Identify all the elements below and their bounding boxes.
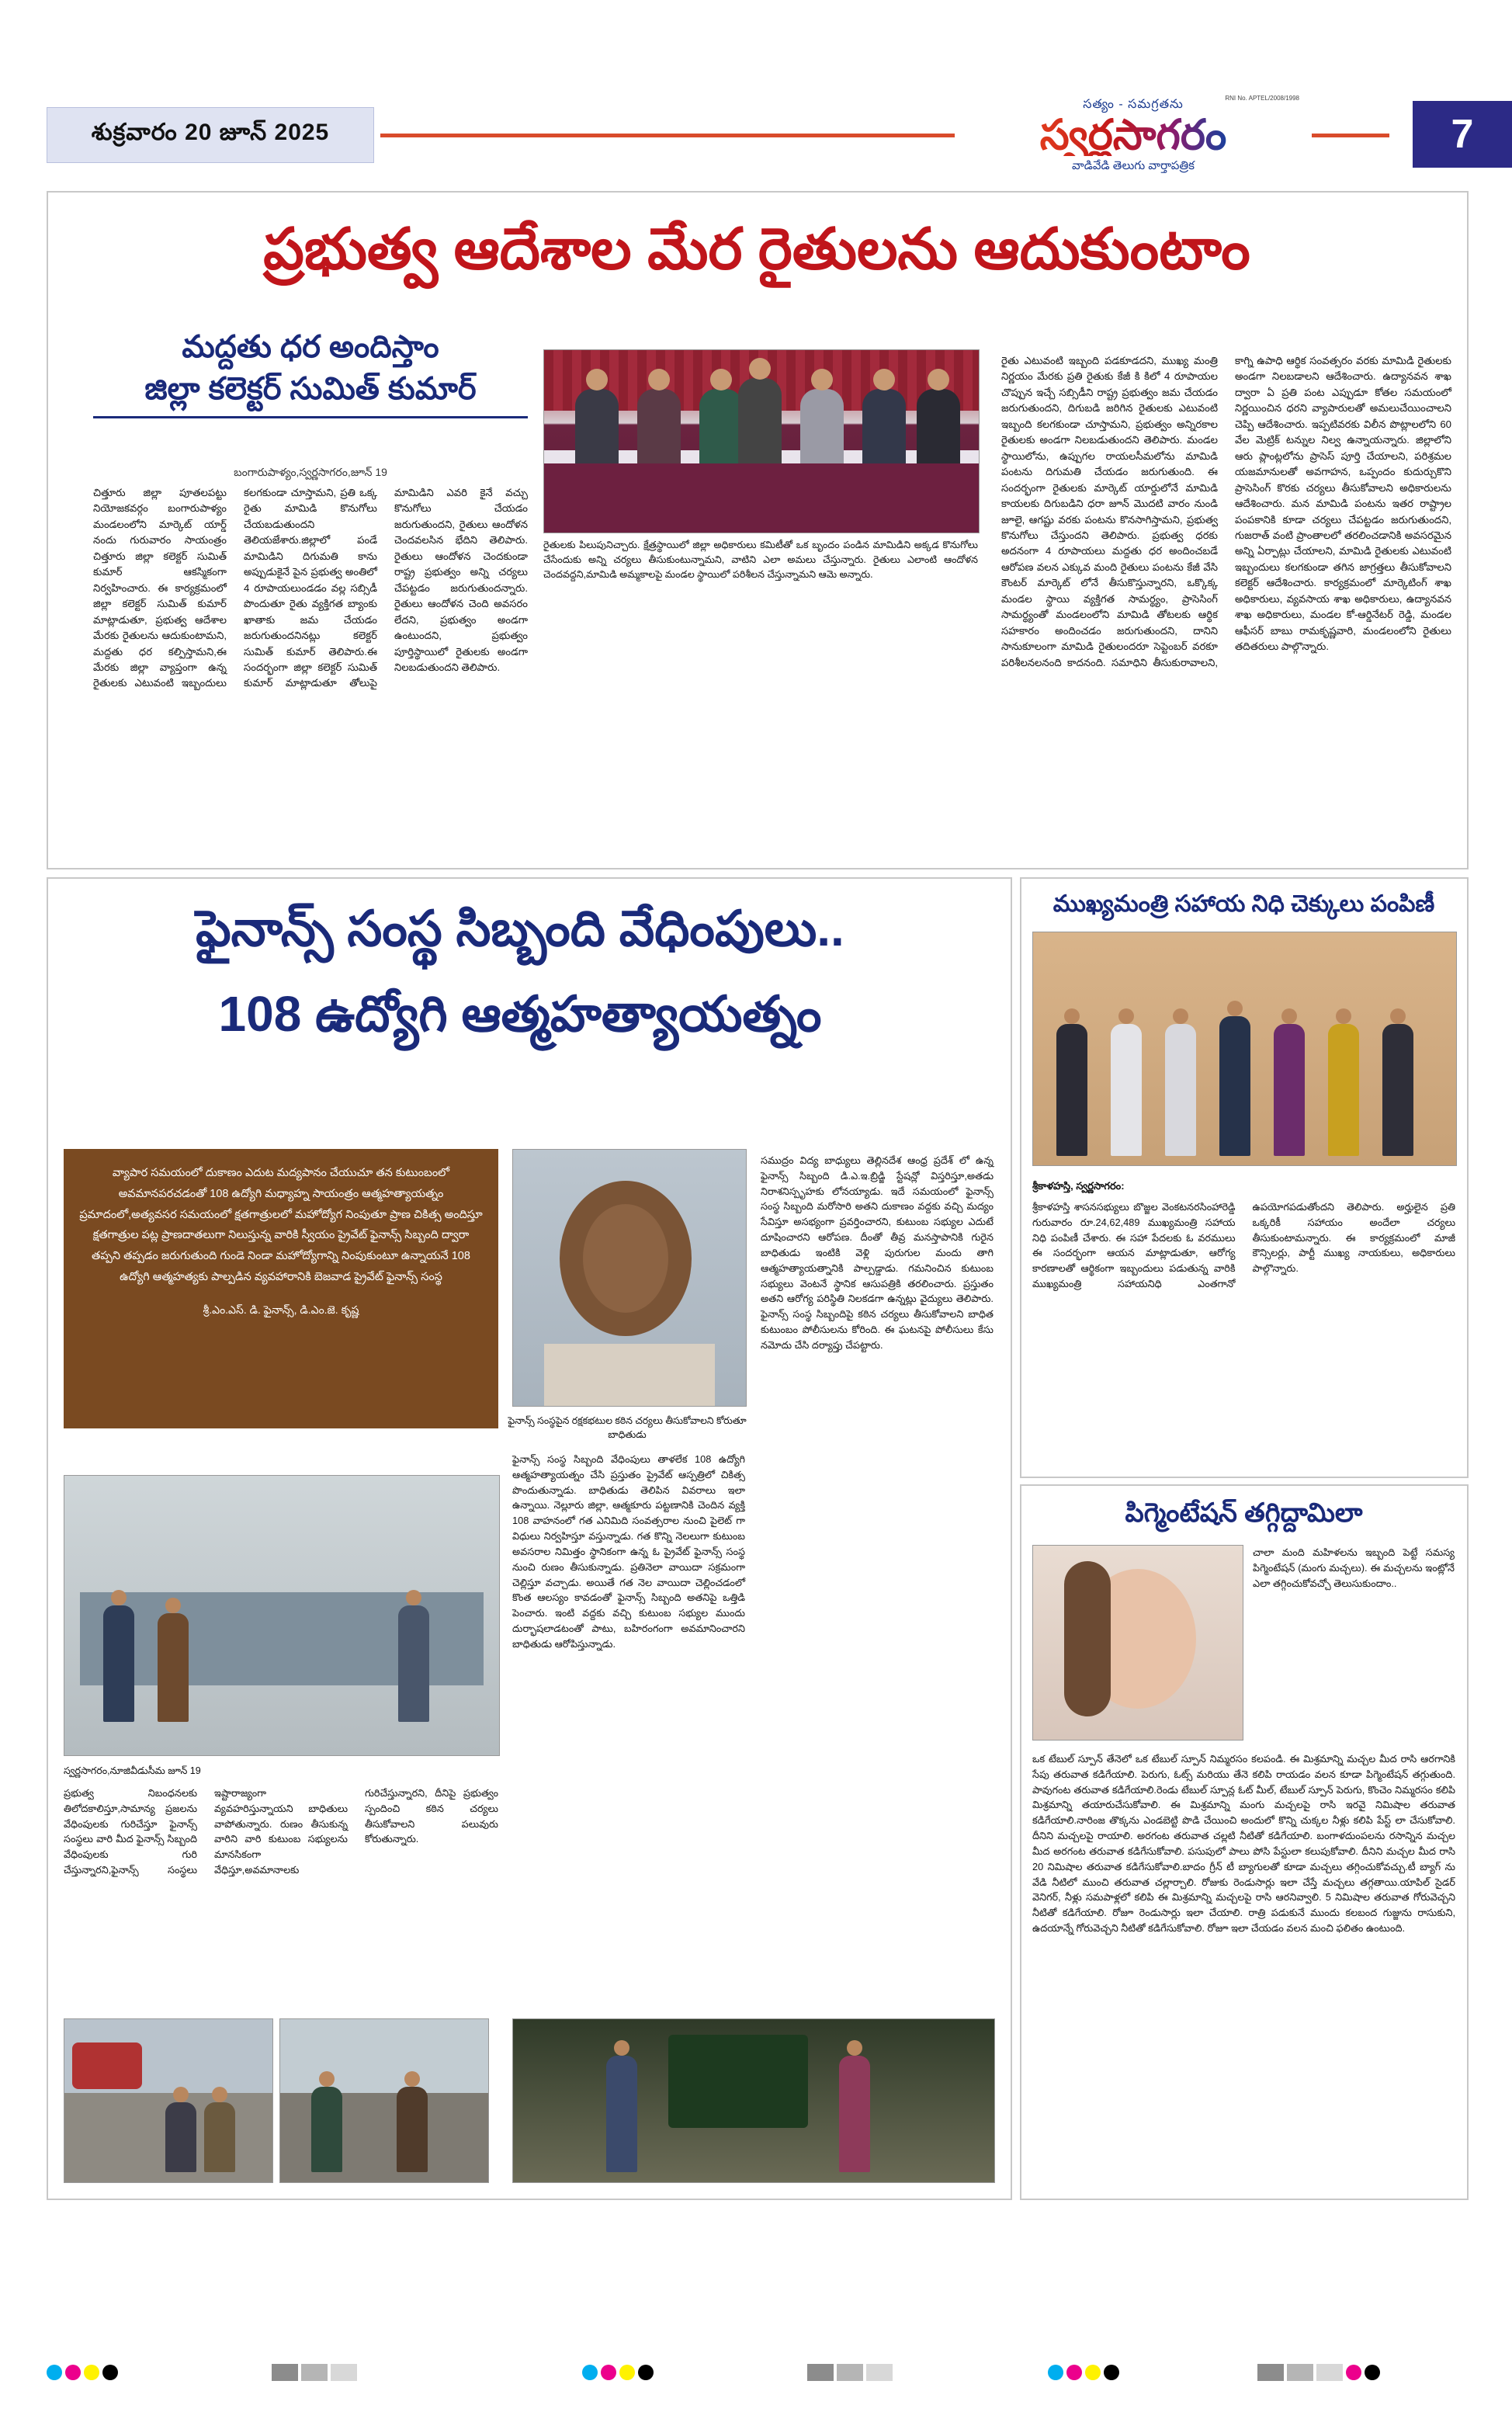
street-photo-1 (64, 2018, 273, 2183)
lead-body-right: రైతు ఎటువంటి ఇబ్బంది పడకూడదని, ముఖ్య మంత్రి నిర్ణయం మేరకు ప్రతి రైతుకు కేజీ కి కిలో 4 రూపాయల చొప్పున ఇచ్చే సబ్సిడీని రాష్ట్ర ప్రభుత్వం జమ చేయడం జరుగుతుందని, దిగుబడి జరిగిన రైతులకు ఎటువంటి ఇబ్బంది కలగకుండా చూస్తామని, ప్రభుత్వం అన్నిరకాల రైతులకు అండగా నిలబడుతుందని తెలిపారు. మండల స్థాయిలోను, ఉప్పుగల రాయలసీమలోను మామిడి పంటను దిగుమతి చేయడం జరుగుతుంది. ఈ సందర్భంగా రైతులకు మార్కెట్ యార్డులోనే మామిడి కాయలకు దిగుబడిని ధరా జూన్ మొదటి వారం నుండి జూలై, ఆగష్టు వరకు పంటను కొనసాగిస్తామని, ప్రభుత్వ కొనుగోలు చేస్తుందని తెలిపారు. ప్రభుత్వ ధరకు అదనంగా 4 రూపాయలు మద్దతు ధర అందించబడే ఆరోపణ వలన ఎక్కువ మంది రైతులు పంటను కేజీ వేసి కౌంటర్ మార్కెట్ లోనే తీసుకొస్తున్నారని, ఒక్కొక్క మండల స్థాయి వ్యక్తిగత సామర్థ్యం, ప్రాసెసింగ్ సామర్థ్యంతో మండలంలోని మామిడి తోటలకు ఆర్థిక సహకారం అందించడం జరుగుతుందని, దానిని సానుకూలంగా మామిడి రైతులందరూ సెప్టెంబర్ వరకూ పరిశీలనలనంది కాదనంది. సమాధిని తీసుకురావాలని, కాగ్ని ఉపాధి ఆర్థిక సంవత్సరం వరకు మామిడి రైతులకు అండగా నిలబడాలని ఆదేశించారు. ఉద్యానవన శాఖ ద్వారా ఏ ప్రతి పంట ఎప్పుడూ కోతల సమయంలో నిర్ణయించిన ధరని వ్యాపారులతో అమలుచేయించాలని చెప్పి ఆదేశించారు. ఇప్పటివరకు విలీన పొట్లాలలోని 60 వేల మెట్రిక్ టన్నుల నిల్వ ఉన్నాయన్నారు. జిల్లాలోని ఆరు ప్లాంట్లలోను ప్రాసెస్ పూర్తి చేయాలని, పరిశ్రమల యజమానులతో అవగాహన, ఒప్పందం కుదుర్చుకొని ప్రాసెసింగ్ కొరకు చర్యలు తీసుకోవాలని అధికారులను ఆదేశించారు. మన మామిడి పంటను ఇతర రాష్ట్రాల పంపకానికి కూడా చర్యలు చేపట్టడం జరుగుతుందని, గుజరాత్ వంటి ప్రాంతాలలో తరలించడానికి అవసరమైన అన్ని ఏర్పాట్లు చేయాలని, మామిడి రైతులకు ఎటువంటి ఇబ్బందులు కలగకుండా తగిన జాగ్రత్తలు తీసుకోవాలని కలెక్టర్ ఆదేశించారు. కార్యక్రమంలో మార్కెటింగ్ శాఖ అధికారులు, వ్యవసాయ శాఖ అధికారులు, ఉద్యానవన శాఖ అధికారులు, మండల కో-ఆర్డినేటర్ రెడ్డి, మండల ఆఫీసర్ బాబు రామకృష్ణవారి, మండలంలోని రైతులు తదితరులు పాల్గొన్నారు. (1001, 355, 1451, 668)
cheque-body: శ్రీకాళహస్తి శాసనసభ్యులు బొజ్జల వెంకటనరసింహారెడ్డి గురువారం రూ.24,62,489 ముఖ్యమంత్రి సహాయ నిధి పంపిణీ చేశారు. ఈ సహా పేదలకు ఓ వరములు ఈ సందర్భంగా ఆయన మాట్లాడుతూ, ఆరోగ్య కారణాలతో ఆర్థికంగా ఇబ్బందులు పడుతున్న వారికి ముఖ్యమంత్రి సహాయనిధి ఎంతగానో ఉపయోగపడుతోందని తెలిపారు. అర్హులైన ప్రతి ఒక్కరికీ సహాయం అందేలా చర్యలు తీసుకుంటామన్నారు. ఈ కార్యక్రమంలో మాజీ కౌన్సిలర్లు, పార్టీ ముఖ్య నాయకులు, అధికారులు పాల్గొన్నారు. (1032, 1201, 1455, 1290)
second-headline-line2: 108 ఉద్యోగి ఆత్మహత్యాయత్నం (218, 986, 822, 1042)
logo-tagline-top: సత్యం - సమగ్రతను (1083, 97, 1184, 111)
cheque-place: శ్రీకాళహస్తి, స్వర్ణసాగరం: (1032, 1180, 1125, 1192)
cal-dot (1085, 2365, 1101, 2380)
cal-dot (601, 2365, 616, 2380)
logo-title: స్వర్ణసాగరం (1039, 111, 1227, 158)
cal-dot (65, 2365, 81, 2380)
issue-date: శుక్రవారం 20 జూన్ 2025 (91, 119, 330, 145)
second-highlight-box (64, 1149, 498, 1428)
lead-body-left: చిత్తూరు జిల్లా పూతలపట్టు నియోజకవర్గం బంగారుపాళ్యం మండలంలోని మార్కెట్ యార్డ్ నందు గురువారం సాయంత్రం చిత్తూరు జిల్లా కలెక్టర్ సుమిత్ కుమార్ ఆకస్మికంగా నిర్వహించారు. ఈ కార్యక్రమంలో జిల్లా కలెక్టర్ సుమిత్ కుమార్ మాట్లాడుతూ, ప్రభుత్వ ఆదేశాల మేరకు రైతులను ఆదుకుంటామని, మద్దతు ధర కల్పిస్తామని,ఈ మేరకు జిల్లా వ్యాప్తంగా ఉన్న రైతులకు ఎటువంటి ఇబ్బందులు కలగకుండా చూస్తామని, ప్రతి ఒక్క రైతు మామిడి కొనుగోలు చేయబడుతుందని తెలియజేశారు.జిల్లాలో పండే మామిడిని దిగుమతి కాను అప్పుడుకైనే పైన ప్రభుత్వ అంతిలో 4 రూపాయలుండడం వల్ల సబ్సిడీ పొందుతూ రైతు వ్యక్తిగత బ్యాంకు ఖాతాకు జమ చేయడం జరుగుతుందనినట్లు కలెక్టర్ సుమిత్ కుమార్ తెలిపారు.ఈ సందర్భంగా జిల్లా కలెక్టర్ సుమిత్ కుమార్ మాట్లాడుతూ తోలుపై మామిడిని ఎవరి కైనే వచ్చు కొనుగోలు చేయడం జరుగుతుందని, రైతులు ఆందోళన చెందవలసిన భేదిని తెలిపారు. రైతులు ఆందోళన చెందకుండా రాష్ట్ర ప్రభుత్వం అన్ని చర్యలు చేపట్టడం జరుగుతుందన్నారు. రైతులు ఆందోళన చెంది అవసరం లేదని, ప్రభుత్వం అండగా ఉంటుందని, ప్రభుత్వం పూర్తిస్థాయిలో రైతులకు అండగా నిలబడుతుందని తెలిపారు. (93, 487, 528, 689)
second-body-col-a: ఫైనాన్స్ సంస్థ సిబ్బంది వేధింపులు తాళలేక 108 ఉద్యోగి ఆత్మహత్యాయత్నం చేసి ప్రస్తుతం ప్రైవేట్ ఆస్పత్రిలో చికిత్స పొందుతున్నాడు. బాధితుడు తెలిపిన వివరాలు ఇలా ఉన్నాయి. నెల్లూరు జిల్లా, ఆత్మకూరు పట్టణానికి చెందిన వ్యక్తి 108 వాహనంలో గత ఎనిమిది సంవత్సరాల నుంచి పైలెట్ గా విధులు నిర్వహిస్తూ వస్తున్నాడు. గత కొన్ని నెలలుగా కుటుంబ అవసరాల నిమిత్తం స్థానికంగా ఉన్న ఓ ప్రైవేట్ ఫైనాన్స్ సంస్థ నుంచి రుణం తీసుకున్నాడు. ప్రతినెలా వాయిదా సక్రమంగా చెల్లిస్తూ వచ్చాడు. అయితే గత నెల వాయిదా చెల్లించడంలో కొంత ఆలస్యం కావడంతో ఫైనాన్స్ సిబ్బంది అతనిపై ఒత్తిడి పెంచారు. ఇంటి వద్దకు వచ్చి కుటుంబ సభ్యుల ముందు దుర్భాషలాడటంతో పాటు, బహిరంగంగా అవమానించారని బాధితుడు ఆరోపిస్తున్నాడు. (512, 1453, 745, 1650)
masthead (47, 95, 1474, 172)
cal-dot (638, 2365, 654, 2380)
cal-dot (619, 2365, 635, 2380)
lead-byline: బంగారుపాళ్యం,స్వర్ణసాగరం,జూన్ 19 (234, 466, 387, 478)
cal-dot (47, 2365, 62, 2380)
cal-block (1257, 2364, 1284, 2381)
health-body: ఒక టేబుల్ స్పూన్ తేనెలో ఒక టేబుల్ స్పూన్ నిమ్మరసం కలపండి. ఈ మిశ్రమాన్ని మచ్చల మీద రాసి ఆరగానికి సేపు తరువాత కడిగేయాలి. పెరుగు, ఓట్స్ మరియు తేనె కలిపి రాయడం వలన కూడా పిగ్మెంటేషన్ తగ్గుతుంది. పావుగంట తరువాత కడిగేయాలి.రెండు టేబుల్ స్పూన్ల ఓట్ మీల్, టేబుల్ స్పూన్ పెరుగు, కొంచెం నిమ్మరసం కలిపి మిశ్రమాన్ని తయారుచేసుకోవాలి. ఈ మిశ్రమాన్ని మంగు మచ్చలపై రాసి ఇరవై నిమిషాల తరువాత కడిగేయాలి.నారింజ తొక్కను ఎండబెట్టి పొడి చేయించి అందులో కొన్ని చుక్కల నీళ్లు కలిపి పేస్ట్ లా చేసుకోవాలి. దీనిని మచ్చలపై రాయాలి. అరగంట తరువాత చల్లటి నీటితో కడిగేయాలి. బంగాళదుంపలను రసాన్నిన మచ్చల మీద అరగంట తరువాత కడిగేసుకోవాలి. పసుపులో పాలు పోసి పేస్టులా కలుపుకోవాలి. దీనిని మచ్చల మీద రాసి 20 నిమిషాల తరువాత కడిగేసుకోవాలి.బాదం గ్రీన్ టీ బ్యాగులతో కూడా మచ్చలు తగ్గించుకోవచ్చు.టీ బ్యాగ్ ను వేడి నీటిలో ముంచి తరువాత చల్లార్చాలి. రోజుకు రెండుసార్లు ఇలా చేస్తే మచ్చలు తగ్గతాయి.యాపిల్ సైడర్ వెనిగర్, నీళ్లు సమపాళ్లలో కలిపి ఈ మిశ్రమాన్ని మచ్చలపై రాసి ఆరనివ్వాలి. 5 నిమిషాల తరువాత గోరువెచ్చని నీటితో కడిగేయాలి. రోజూ రెండుసార్లు ఇలా చేయాలి. రాత్రి పడుకునే ముందు కలబంద గుజ్జును రాసుకుని, ఉదయాన్నే గోరువెచ్చని నీటితో కడిగేసుకోవాలి. రోజూ ఇలా చేయడం వలన మంచి ఫలితం ఉంటుంది. (1032, 1753, 1455, 1935)
second-highlight-signature: శ్రీ.ఎం.ఎస్. డి. ఫైనాన్స్, డి.ఎం.జె. కృష్ణ (203, 1303, 359, 1316)
shop-photo (512, 2018, 995, 2183)
cal-dot (582, 2365, 598, 2380)
victim-photo (512, 1149, 747, 1407)
cal-dot (1104, 2365, 1119, 2380)
second-body-col-b: సముద్రం విద్య బాధ్యులు తెల్లినదేశ ఆంధ్ర ప్రదేశ్ లో ఉన్న ఫైనాన్స్ సిబ్బంది డి.ఎ.ఇ.బ్రిడ్జి స్టేషన్లో విస్తరిస్తూ,అతడు నిరాశనిస్పృహకు లోనయ్యాడు. ఇదే సమయంలో ఫైనాన్స్ సంస్థ సిబ్బంది మరోసారి అతని దుకాణం వద్దకు వచ్చి మద్యం సేవిస్తూ అసభ్యంగా ప్రవర్తించారని, కుటుంబ సభ్యుల ఎదుటే దూషించారని ఆరోపణ. దీంతో తీవ్ర మనస్తాపానికి గురైన బాధితుడు ఇంటికి వెళ్లి పురుగుల మందు తాగి ఆత్మహత్యాయత్నానికి పాల్పడ్డాడు. గమనించిన కుటుంబ సభ్యులు వెంటనే స్థానిక ఆసుపత్రికి తరలించారు. ప్రస్తుతం అతని ఆరోగ్య పరిస్థితి నిలకడగా ఉన్నట్లు వైద్యులు తెలిపారు. ఫైనాన్స్ సంస్థ సిబ్బందిపై కఠిన చర్యలు తీసుకోవాలని బాధిత కుటుంబం పోలీసులను కోరింది. ఈ ఘటనపై పోలీసులు కేసు నమోదు చేసి దర్యాప్తు చేపట్టారు. (761, 1154, 994, 1351)
second-headline-line1: ఫైనాన్స్ సంస్థ సిబ్బంది వేధింపులు.. (196, 901, 844, 956)
lead-photo-caption: రైతులకు పిలుపునిచ్చారు. క్షేత్రస్థాయిలో జిల్లా అధికారులు కమిటీతో ఒక బృందం పండిన మామిడిని అక్కడ కొనుగోలు చేసేందుకు అన్ని చర్యలు తీసుకుంటున్నామని, వాటిని ఎలా అమలు చేస్తున్నారు. రైతులు ఎలాంటి ఆందోళన చెందవద్దని,మామిడి అమ్మకాలపై మండల స్థాయిలో పరిశీలన చేస్తున్నామని ఆమె అన్నారు. (543, 540, 978, 580)
lead-subhead (93, 326, 528, 418)
cheque-distribution-photo (1032, 932, 1457, 1166)
cal-block (807, 2364, 834, 2381)
cal-dot (102, 2365, 118, 2380)
newspaper-logo (962, 93, 1304, 179)
hospital-photo-caption: స్వర్ణసాగరం,నూజివీడుసీమ జూన్ 19 (64, 1765, 201, 1776)
color-calibration-bar (47, 2362, 1465, 2383)
cal-dot (84, 2365, 99, 2380)
cal-dot (1346, 2365, 1361, 2380)
cal-block (1287, 2364, 1313, 2381)
lead-subhead-line1: మద్దతు ధర అందిస్తాం (182, 330, 439, 364)
skin-care-photo (1032, 1545, 1243, 1741)
lead-subhead-line2: జిల్లా కలెక్టర్ సుమిత్ కుమార్ (93, 368, 528, 418)
cal-dot (1066, 2365, 1082, 2380)
date-box (47, 107, 374, 163)
street-photo-2 (279, 2018, 489, 2183)
cal-block (1316, 2364, 1343, 2381)
logo-registration: RNI No. APTEL/2008/1998 (1225, 95, 1299, 102)
second-body-bottom: ప్రభుత్వ నిబంధనలకు తిలోదకాలిస్తూ,సామాన్య ప్రజలను వేధింపులకు గురిచేస్తూ ఫైనాన్స్ సంస్థలు వారి మీద ఫైనాన్స్ సిబ్బంది వేధింపులకు గురి చేస్తున్నారని,ఫైనాన్స్ సంస్థలు ఇష్టారాజ్యంగా వ్యవహరిస్తున్నాయని బాధితులు వాపోతున్నారు. రుణం తీసుకున్న వారిని వారి కుటుంబ సభ్యులను మానసికంగా వేధిస్తూ,అవమానాలకు గురిచేస్తున్నారని, దీనిపై ప్రభుత్వం స్పందించి కఠిన చర్యలు తీసుకోవాలని పలువురు కోరుతున్నారు. (64, 1787, 498, 1876)
logo-tagline-bottom: వాడివేడి తెలుగు వార్తాపత్రిక (1072, 158, 1195, 172)
masthead-rule-right (1312, 134, 1389, 137)
cal-dot (1365, 2365, 1380, 2380)
victim-photo-caption: ఫైనాన్స్ సంస్థపైన రక్షకభటుల కఠిన చర్యలు తీసుకోవాలని కోరుతూ బాధితుడు (508, 1415, 747, 1440)
masthead-rule-left (380, 134, 955, 137)
cheque-heading: ముఖ్యమంత్రి సహాయ నిధి చెక్కులు పంపిణీ (1053, 891, 1435, 917)
cal-block (272, 2364, 298, 2381)
hospital-photo (64, 1475, 500, 1756)
collector-meeting-photo (543, 349, 980, 533)
lead-headline: ప్రభుత్వ ఆదేశాల మేర రైతులను ఆదుకుంటాం (263, 217, 1250, 281)
health-heading: పిగ్మెంటేషన్ తగ్గిద్దామిలా (1125, 1498, 1363, 1528)
cal-block (301, 2364, 328, 2381)
health-intro: చాలా మంది మహిళలను ఇబ్బంది పెట్టే సమస్య పిగ్మెంటేషన్ (మంగు మచ్చలు). ఈ మచ్చలను ఇంట్లోనే ఎలా తగ్గించుకోవచ్చో తెలుసుకుందాం.. (1253, 1546, 1455, 1589)
page-number: 7 (1413, 101, 1512, 168)
cal-block (866, 2364, 893, 2381)
cal-dot (1048, 2365, 1063, 2380)
cal-block (837, 2364, 863, 2381)
cal-block (331, 2364, 357, 2381)
second-highlight-text: వ్యాపార సమయంలో దుకాణం ఎదుట మద్యపానం చేయుచూ తన కుటుంబంలో అవమానపరచడంతో 108 ఉద్యోగి మధ్యాహ్న సాయంత్రం ఆత్మహత్యాయత్నం ప్రమాదంలో,అత్యవసర సమయంలో క్షతగాత్రులలో మహోద్యోగ నింపుతూ ప్రాణ చికిత్స అందిస్తూ క్షతగాత్రుల పట్ల ప్రాణదాతలుగా నిలుస్తున్న వారికి స్వీయం ప్రైవేట్ ఫైనాన్స్ సిబ్బంది ద్వారా తప్పని తప్పడం జరుగుతుంది గుండె నిండా మహోద్యోగాన్ని నింపుకుంటూ ఉన్నాయనే 108 ఉద్యోగి ఆత్మహత్యకు పాల్పడిన వ్యవహారానికి బెజవాడ ప్రైవేట్ ఫైనాన్స్ సంస్థ (79, 1167, 483, 1284)
